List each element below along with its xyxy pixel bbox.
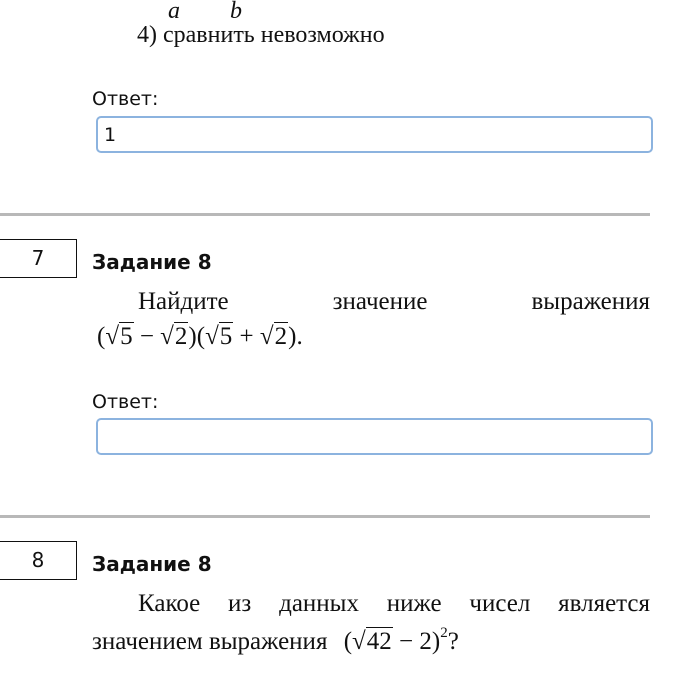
radicand: 2 [174,323,188,350]
task-text-prefix: значением выражения [92,628,328,655]
answer-label: Ответ: [92,391,159,413]
task-title: Задание 8 [92,250,212,274]
task-expression [97,323,303,351]
paren-close: ). [288,323,303,350]
paren-open: ( [97,323,106,350]
answer-input-task7[interactable] [96,418,653,455]
task-text: Какое из данных ниже чисел является [138,590,650,617]
answer-label: Ответ: [92,88,159,110]
radicand: 42 [366,628,392,655]
sqrt-icon: √ [160,323,174,350]
sqrt-icon: √ [352,628,366,655]
radicand: 2 [274,323,288,350]
task-number-box[interactable]: 8 [0,541,77,580]
task-text-line2 [92,625,459,656]
sqrt-icon: √ [105,323,120,350]
plus-sign: + [233,323,260,350]
minus-sign: − [133,323,161,350]
radicand: 5 [120,323,133,350]
radicand: 5 [219,323,233,350]
task-title: Задание 8 [92,552,212,576]
paren-mid: )( [188,323,206,350]
section-divider [0,515,650,518]
fraction-letter-b: b [230,0,242,24]
section-divider [0,213,650,216]
exponent: 2 [440,625,448,641]
sqrt-icon: √ [259,323,274,350]
answer-choice-4: 4) сравнить невозможно [137,22,385,48]
task-text: Найдите значение выражения [138,288,650,315]
question-mark: ? [447,628,459,655]
sqrt-icon: √ [205,323,219,350]
task-number-box[interactable]: 7 [0,239,77,278]
minus-two: − 2) [392,628,441,655]
fraction-letter-a: a [168,0,180,24]
paren-open: ( [343,628,353,655]
answer-input-prev[interactable] [96,116,653,153]
